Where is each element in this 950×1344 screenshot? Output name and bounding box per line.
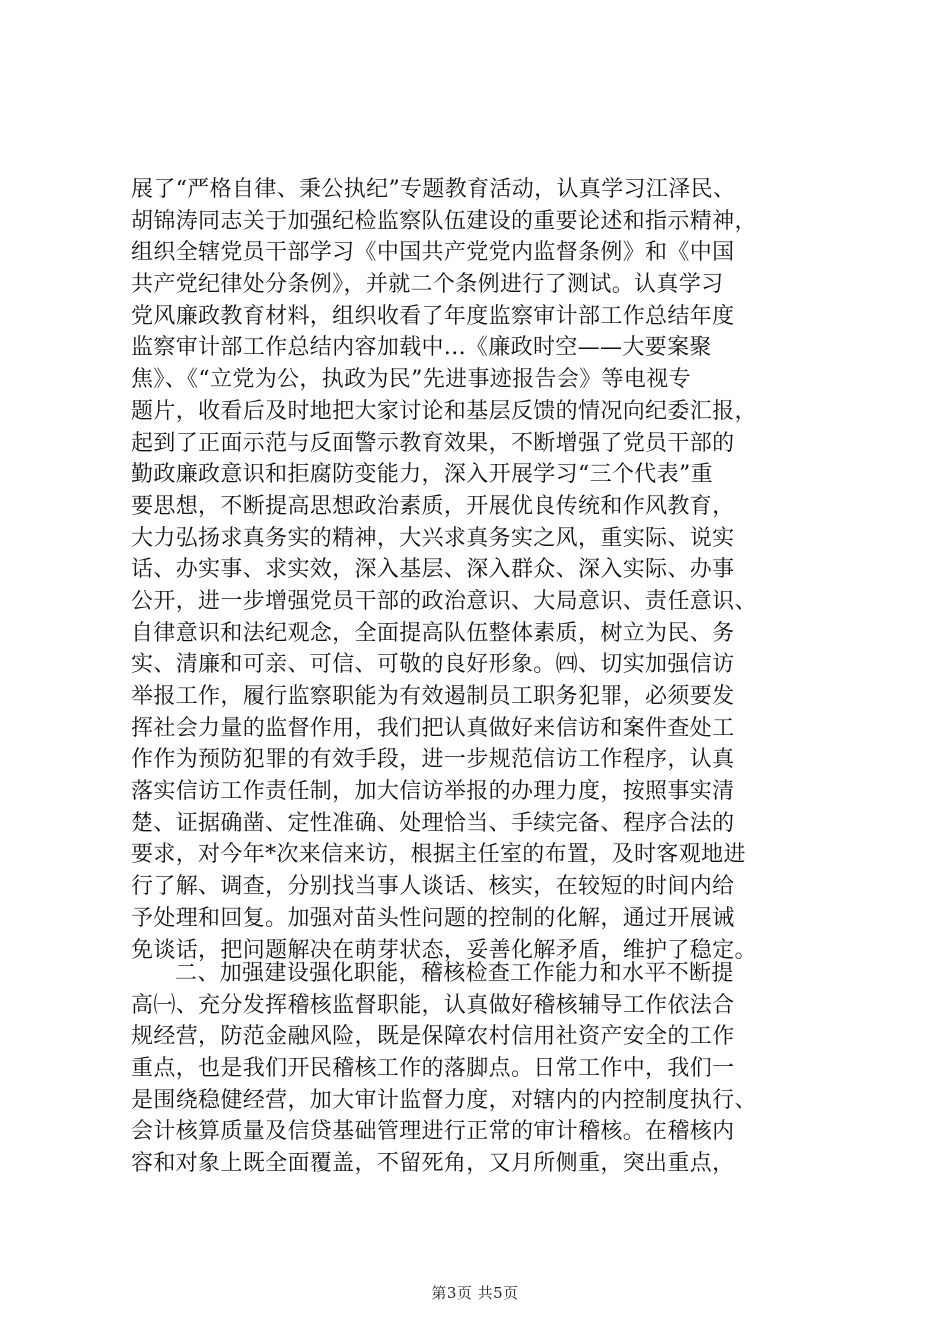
text-line: 要思想，不断提高思想政治素质，开展优良传统和作风教育， xyxy=(131,493,735,519)
text-line: 党风廉政教育材料，组织收看了年度监察审计部工作总结年度 xyxy=(131,303,735,329)
text-line: 会计核算质量及信贷基础管理进行正常的审计稽核。在稽核内 xyxy=(131,1119,735,1145)
text-line: 高㈠、充分发挥稽核监督职能，认真做好稽核辅导工作依法合 xyxy=(131,992,735,1018)
text-line: 大力弘扬求真务实的精神，大兴求真务实之风，重实际、说实 xyxy=(131,525,735,551)
text-line: 话、办实事、求实效，深入基层、深入群众、深入实际、办事 xyxy=(131,557,735,583)
text-line: 胡锦涛同志关于加强纪检监察队伍建设的重要论述和指示精神， xyxy=(131,208,757,234)
text-line: 容和对象上既全面覆盖，不留死角，又月所侧重，突出重点， xyxy=(131,1151,735,1177)
text-line: 举报工作，履行监察职能为有效遏制员工职务犯罪，必须要发 xyxy=(131,684,735,709)
text-line: 落实信访工作责任制，加大信访举报的办理力度，按照事实清 xyxy=(131,779,735,805)
text-line: 公开，进一步增强党员干部的政治意识、大局意识、责任意识、 xyxy=(131,588,757,614)
body-paragraph-1 xyxy=(131,174,851,966)
text-line: 起到了正面示范与反面警示教育效果，不断增强了党员干部的 xyxy=(131,430,735,456)
text-line: 重点，也是我们开民稽核工作的落脚点。日常工作中，我们一 xyxy=(131,1056,735,1082)
text-line: 是围绕稳健经营，加大审计监督力度，对辖内的内控制度执行、 xyxy=(131,1087,757,1113)
text-line: 监察审计部工作总结内容加载中...《廉政时空——大要案聚 xyxy=(131,335,712,361)
text-line: 二、加强建设强化职能，稽核检查工作能力和水平不断提 xyxy=(175,961,734,986)
text-line: 组织全辖党员干部学习《中国共产党党内监督条例》和《中国 xyxy=(131,240,735,266)
text-line: 实、清廉和可亲、可信、可敬的良好形象。㈣、切实加强信访 xyxy=(131,652,735,678)
text-line: 展了“严格自律、秉公执纪”专题教育活动，认真学习江泽民、 xyxy=(131,177,736,202)
text-line: 楚、证据确凿、定性准确、处理恰当、手续完备、程序合法的 xyxy=(131,810,735,836)
text-line: 题片，收看后及时地把大家讨论和基层反馈的情况向纪委汇报， xyxy=(131,398,757,424)
text-line: 行了解、调查，分别找当事人谈话、核实，在较短的时间内给 xyxy=(131,874,735,900)
text-line: 自律意识和法纪观念，全面提高队伍整体素质，树立为民、务 xyxy=(131,620,735,646)
text-line: 规经营，防范金融风险，既是保障农村信用社资产安全的工作 xyxy=(131,1024,735,1050)
body-paragraph-2 xyxy=(131,958,851,1180)
page-footer: 第3页 共5页 xyxy=(431,1284,519,1302)
text-line: 挥社会力量的监督作用，我们把认真做好来信访和案件查处工 xyxy=(131,715,735,741)
text-line: 免谈话，把问题解决在萌芽状态，妥善化解矛盾，维护了稳定。 xyxy=(131,937,757,963)
text-line: 要求，对今年*次来信来访，根据主任室的布置，及时客观地进 xyxy=(131,842,746,868)
text-line: 予处理和回复。加强对苗头性问题的控制的化解，通过开展诫 xyxy=(131,905,735,931)
text-line: 作作为预防犯罪的有效手段，进一步规范信访工作程序，认真 xyxy=(131,747,735,773)
text-line: 共产党纪律处分条例》，并就二个条例进行了测试。认真学习 xyxy=(131,272,724,298)
text-line: 勤政廉政意识和拒腐防变能力，深入开展学习“三个代表”重 xyxy=(131,462,713,488)
text-line: 焦》、《“立党为公，执政为民”先进事迹报告会》等电视专 xyxy=(131,367,691,393)
